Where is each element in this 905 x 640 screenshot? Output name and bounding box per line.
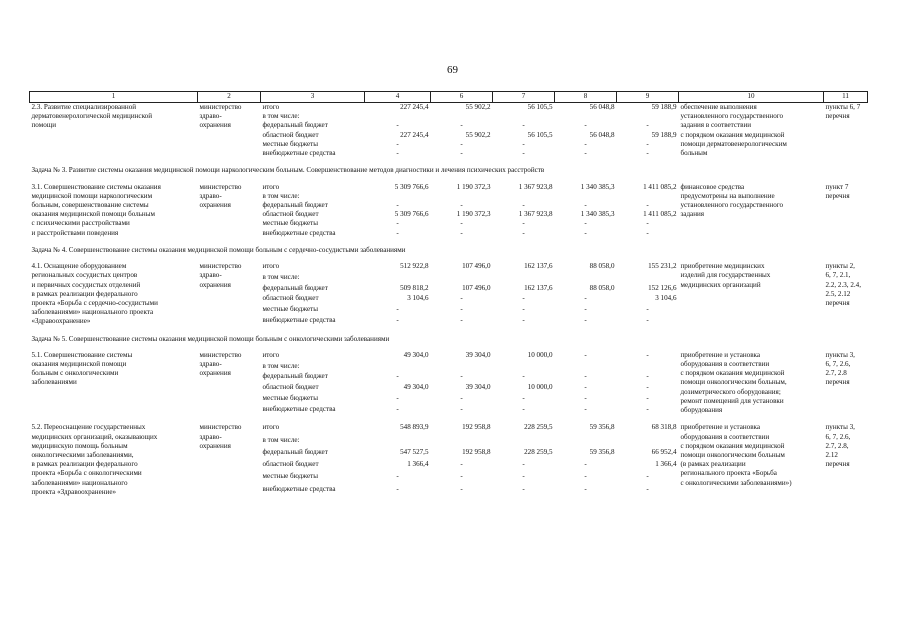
reference-cell: пункты 6, 7 перечня xyxy=(825,103,861,121)
value-cell: - xyxy=(460,305,463,314)
value-cell: 227 245,4 xyxy=(400,130,429,139)
result-cell: приобретение и установка оборудования в соответствии с порядком оказания медицинской помощи онкологическим больным, дозиметрического оборудования; ремонт помещений для установки оборудования xyxy=(680,350,787,415)
value-cell: 1 190 372,3 xyxy=(456,182,491,191)
value-cell xyxy=(431,362,493,373)
value-cell: - xyxy=(646,350,649,359)
value-cell xyxy=(617,112,679,121)
measure-name-cell: 2.3. Развитие специализированной дерматовенерологической медицинской помощи xyxy=(31,103,153,130)
value-cell: - xyxy=(522,219,525,228)
value-cell: - xyxy=(396,305,399,314)
source-cell: местные бюджеты xyxy=(262,393,319,402)
page-number: 69 xyxy=(447,64,458,76)
value-cell: - xyxy=(646,372,649,381)
source-cell: внебюджетные средства xyxy=(262,315,336,324)
value-cell: - xyxy=(396,149,399,158)
value-cell: - xyxy=(584,393,587,402)
value-cell: 5 309 766,6 xyxy=(394,182,429,191)
value-cell xyxy=(431,192,493,201)
value-cell: 509 818,2 xyxy=(400,283,429,292)
value-cell: 1 411 085,2 xyxy=(643,210,677,219)
value-cell: - xyxy=(460,404,463,413)
value-cell xyxy=(493,273,555,284)
value-cell: 1 340 385,3 xyxy=(580,182,615,191)
value-cell: 227 245,4 xyxy=(400,103,429,111)
value-cell: - xyxy=(584,228,587,237)
value-cell: - xyxy=(396,484,399,493)
value-cell: 56 105,5 xyxy=(527,103,553,111)
value-cell: - xyxy=(522,149,525,158)
value-cell: 88 058,0 xyxy=(589,262,615,271)
value-cell: - xyxy=(522,315,525,324)
value-cell: 162 137,6 xyxy=(524,283,553,292)
value-cell xyxy=(555,192,617,201)
value-cell: - xyxy=(460,149,463,158)
value-cell: - xyxy=(584,460,587,469)
value-cell xyxy=(617,273,679,284)
value-cell: - xyxy=(396,372,399,381)
header-cell: 8 xyxy=(555,92,617,103)
source-cell: итого xyxy=(262,182,280,191)
value-cell: 59 356,8 xyxy=(589,423,615,432)
header-cell: 4 xyxy=(365,92,431,103)
value-cell: 49 304,0 xyxy=(403,383,429,392)
value-cell: - xyxy=(460,294,463,303)
value-cell: 155 231,2 xyxy=(648,262,677,271)
value-cell: - xyxy=(646,383,649,392)
source-cell: в том числе: xyxy=(262,272,300,281)
value-cell: 56 048,8 xyxy=(589,130,615,139)
value-cell: - xyxy=(584,472,587,481)
value-cell: - xyxy=(584,121,587,130)
value-cell: - xyxy=(460,219,463,228)
value-cell: 68 318,8 xyxy=(651,423,677,432)
source-cell: областной бюджет xyxy=(262,383,319,392)
value-cell: 39 304,0 xyxy=(465,383,491,392)
source-cell: федеральный бюджет xyxy=(262,121,328,130)
table-row xyxy=(30,351,868,362)
source-cell: внебюджетные средства xyxy=(262,484,336,493)
source-cell: местные бюджеты xyxy=(262,219,319,228)
value-cell: 152 126,6 xyxy=(648,283,677,292)
value-cell: - xyxy=(396,200,399,209)
value-cell: - xyxy=(584,484,587,493)
value-cell xyxy=(617,436,679,448)
value-cell: 55 902,2 xyxy=(465,130,491,139)
value-cell xyxy=(365,192,431,201)
value-cell: - xyxy=(396,315,399,324)
header-cell: 11 xyxy=(824,92,868,103)
value-cell: - xyxy=(522,484,525,493)
measure-name-cell: 3.1. Совершенствование системы оказания медицинской помощи наркологическим больным, совершенствование системы оказания медицинской помощи больным с психическими расстройствами и расстройствами поведения xyxy=(31,182,161,237)
source-cell: внебюджетные средства xyxy=(262,228,336,237)
value-cell: 56 105,5 xyxy=(527,130,553,139)
source-cell: внебюджетные средства xyxy=(262,404,336,413)
value-cell: 548 893,9 xyxy=(400,423,429,432)
header-cell: 9 xyxy=(617,92,679,103)
value-cell: - xyxy=(584,383,587,392)
source-cell: в том числе: xyxy=(262,361,300,370)
value-cell: - xyxy=(522,121,525,130)
value-cell: 192 958,8 xyxy=(462,423,491,432)
value-cell: 55 902,2 xyxy=(465,103,491,111)
value-cell: - xyxy=(396,393,399,402)
task-row xyxy=(30,327,868,351)
value-cell xyxy=(617,192,679,201)
source-cell: федеральный бюджет xyxy=(262,200,328,209)
header-row xyxy=(30,92,868,103)
value-cell: - xyxy=(646,219,649,228)
value-cell xyxy=(555,112,617,121)
value-cell: - xyxy=(460,484,463,493)
value-cell: - xyxy=(646,315,649,324)
result-cell: обеспечение выполнения установленного государственного задания в соответствии с порядком оказания медицинской помощи дерматовенерологическим больным xyxy=(680,103,787,158)
source-cell: федеральный бюджет xyxy=(262,283,328,292)
header-cell: 10 xyxy=(679,92,824,103)
source-cell: итого xyxy=(262,423,280,432)
source-cell: итого xyxy=(262,103,280,111)
value-cell: 56 048,8 xyxy=(589,103,615,111)
value-cell xyxy=(617,362,679,373)
measure-name-cell: 5.1. Совершенствование системы оказания медицинской помощи больным с онкологическими заболеваниями xyxy=(31,350,133,387)
result-cell: приобретение и установка оборудования в соответствии с порядком оказания медицинской помощи онкологическим больным (в рамках реализации регионального проекта «Борьба с онкологическими заболеваниями») xyxy=(680,423,792,487)
spacer-row xyxy=(30,415,868,423)
source-cell: в том числе: xyxy=(262,112,300,121)
value-cell: - xyxy=(396,121,399,130)
task-row xyxy=(30,238,868,262)
value-cell: 66 952,4 xyxy=(651,447,677,456)
value-cell: 192 958,8 xyxy=(462,447,491,456)
program-table xyxy=(29,91,868,497)
value-cell: - xyxy=(584,149,587,158)
value-cell: - xyxy=(396,228,399,237)
value-cell: 59 356,8 xyxy=(589,447,615,456)
value-cell: 228 259,5 xyxy=(524,447,553,456)
value-cell: 88 058,0 xyxy=(589,283,615,292)
value-cell: - xyxy=(522,305,525,314)
value-cell: - xyxy=(646,121,649,130)
source-cell: областной бюджет xyxy=(262,460,319,469)
value-cell: - xyxy=(396,139,399,148)
value-cell: 512 922,8 xyxy=(400,262,429,271)
value-cell: 1 367 923,8 xyxy=(518,182,553,191)
value-cell: 39 304,0 xyxy=(465,350,491,359)
value-cell: 1 340 385,3 xyxy=(580,210,615,219)
value-cell: - xyxy=(646,305,649,314)
value-cell: - xyxy=(460,372,463,381)
executor-cell: министерство здраво- охранения xyxy=(199,182,242,209)
reference-cell: пункт 7 перечня xyxy=(825,182,850,200)
value-cell: 3 104,6 xyxy=(407,294,429,303)
header-cell: 3 xyxy=(261,92,365,103)
result-cell: финансовое средства предусмотрены на выполнение установленного государственного задания xyxy=(680,182,784,219)
value-cell: - xyxy=(584,200,587,209)
source-cell: федеральный бюджет xyxy=(262,447,328,456)
value-cell: - xyxy=(646,404,649,413)
reference-cell: пункты 3, 6, 7, 2.6, 2.7, 2.8, 2.12 перечня xyxy=(825,423,855,469)
value-cell: 59 188,9 xyxy=(651,130,677,139)
value-cell: - xyxy=(584,372,587,381)
value-cell: - xyxy=(460,228,463,237)
source-cell: в том числе: xyxy=(262,191,300,200)
value-cell: - xyxy=(460,472,463,481)
value-cell xyxy=(431,112,493,121)
value-cell: - xyxy=(460,393,463,402)
value-cell: - xyxy=(460,139,463,148)
value-cell: - xyxy=(584,350,587,359)
source-cell: местные бюджеты xyxy=(262,472,319,481)
source-cell: в том числе: xyxy=(262,435,300,444)
reference-cell: пункты 3, 6, 7, 2.6, 2.7, 2.8 перечня xyxy=(825,350,855,387)
value-cell: - xyxy=(522,139,525,148)
task-heading: Задача № 5. Совершенствование системы оказания медицинской помощи больным с онкологическими заболеваниями xyxy=(31,334,390,343)
value-cell: - xyxy=(646,139,649,148)
value-cell xyxy=(555,436,617,448)
value-cell xyxy=(431,436,493,448)
value-cell: 1 367 923,8 xyxy=(518,210,553,219)
value-cell xyxy=(493,362,555,373)
value-cell: - xyxy=(460,460,463,469)
value-cell: - xyxy=(396,219,399,228)
header-cell: 1 xyxy=(30,92,198,103)
value-cell xyxy=(365,436,431,448)
value-cell: 1 190 372,3 xyxy=(456,210,491,219)
source-cell: итого xyxy=(262,262,280,271)
value-cell: 1 366,4 xyxy=(407,460,429,469)
value-cell xyxy=(365,273,431,284)
header-cell: 7 xyxy=(493,92,555,103)
value-cell xyxy=(431,273,493,284)
table-row xyxy=(30,103,868,113)
task-heading: Задача № 3. Развитие системы оказания медицинской помощи наркологическим больным. Совершенствование методов диагностики и лечения психических расстройств xyxy=(31,166,545,175)
table-row xyxy=(30,262,868,273)
value-cell xyxy=(365,112,431,121)
value-cell: 547 527,5 xyxy=(400,447,429,456)
value-cell: - xyxy=(460,121,463,130)
source-cell: местные бюджеты xyxy=(262,139,319,148)
value-cell: 1 411 085,2 xyxy=(643,182,677,191)
value-cell: - xyxy=(522,228,525,237)
reference-cell: пункты 2, 6, 7, 2.1, 2.2, 2.3, 2.4, 2.5, 2.12 перечня xyxy=(825,262,861,307)
header-cell: 2 xyxy=(198,92,261,103)
table-row xyxy=(30,183,868,192)
value-cell: 107 496,0 xyxy=(462,283,491,292)
source-cell: местные бюджеты xyxy=(262,305,319,314)
executor-cell: министерство здраво- охранения xyxy=(199,103,242,130)
value-cell: - xyxy=(584,315,587,324)
measure-name-cell: 4.1. Оснащение оборудованием региональных сосудистых центров и первичных сосудистых отделений в рамках реализации федерального проекта «Борьба с сердечно-сосудистыми заболеваниями» национального проекта «Здравоохранение» xyxy=(31,262,158,326)
value-cell: 10 000,0 xyxy=(527,383,553,392)
executor-cell: министерство здраво- охранения xyxy=(199,262,242,289)
value-cell: - xyxy=(522,472,525,481)
value-cell xyxy=(493,192,555,201)
header-cell: 6 xyxy=(431,92,493,103)
value-cell: - xyxy=(396,472,399,481)
value-cell: - xyxy=(522,372,525,381)
value-cell: 228 259,5 xyxy=(524,423,553,432)
value-cell: - xyxy=(646,200,649,209)
source-cell: внебюджетные средства xyxy=(262,149,336,158)
table-row xyxy=(30,423,868,435)
value-cell: 162 137,6 xyxy=(524,262,553,271)
source-cell: областной бюджет xyxy=(262,130,319,139)
value-cell: 49 304,0 xyxy=(403,350,429,359)
value-cell: - xyxy=(522,393,525,402)
value-cell: 5 309 766,6 xyxy=(394,210,429,219)
value-cell: - xyxy=(646,393,649,402)
value-cell xyxy=(493,112,555,121)
value-cell xyxy=(555,273,617,284)
value-cell: - xyxy=(646,472,649,481)
value-cell: - xyxy=(584,139,587,148)
value-cell: - xyxy=(584,305,587,314)
value-cell: - xyxy=(460,200,463,209)
value-cell: - xyxy=(396,404,399,413)
value-cell: - xyxy=(646,149,649,158)
value-cell: 3 104,6 xyxy=(655,294,677,303)
source-cell: федеральный бюджет xyxy=(262,372,328,381)
result-cell: приобретение медицинских изделий для государственных медицинских организаций xyxy=(680,262,771,289)
value-cell: - xyxy=(646,484,649,493)
value-cell: - xyxy=(584,219,587,228)
source-cell: областной бюджет xyxy=(262,294,319,303)
executor-cell: министерство здраво- охранения xyxy=(199,423,242,450)
value-cell: - xyxy=(646,228,649,237)
value-cell xyxy=(493,436,555,448)
value-cell: 59 188,9 xyxy=(651,103,677,111)
value-cell: - xyxy=(522,460,525,469)
value-cell: - xyxy=(522,294,525,303)
value-cell: - xyxy=(584,404,587,413)
task-row xyxy=(30,158,868,182)
value-cell: - xyxy=(522,404,525,413)
value-cell xyxy=(365,362,431,373)
value-cell: - xyxy=(460,315,463,324)
task-heading: Задача № 4. Совершенствование системы оказания медицинской помощи больным с сердечно-сосудистыми заболеваниями xyxy=(31,245,406,254)
value-cell: 1 366,4 xyxy=(655,460,677,469)
executor-cell: министерство здраво- охранения xyxy=(199,350,242,378)
value-cell: 10 000,0 xyxy=(527,350,553,359)
value-cell xyxy=(555,362,617,373)
measure-name-cell: 5.2. Переоснащение государственных медицинских организаций, оказывающих медицинскую помощь больным онкологическими заболеваниями, в рамках реализации федерального проекта «Борьба с онкологическими заболеваниями» национального проекта «Здравоохранение» xyxy=(31,423,158,496)
value-cell: - xyxy=(584,294,587,303)
value-cell: - xyxy=(522,200,525,209)
table-body xyxy=(30,92,868,498)
value-cell: 107 496,0 xyxy=(462,262,491,271)
source-cell: областной бюджет xyxy=(262,210,319,219)
source-cell: итого xyxy=(262,350,280,359)
